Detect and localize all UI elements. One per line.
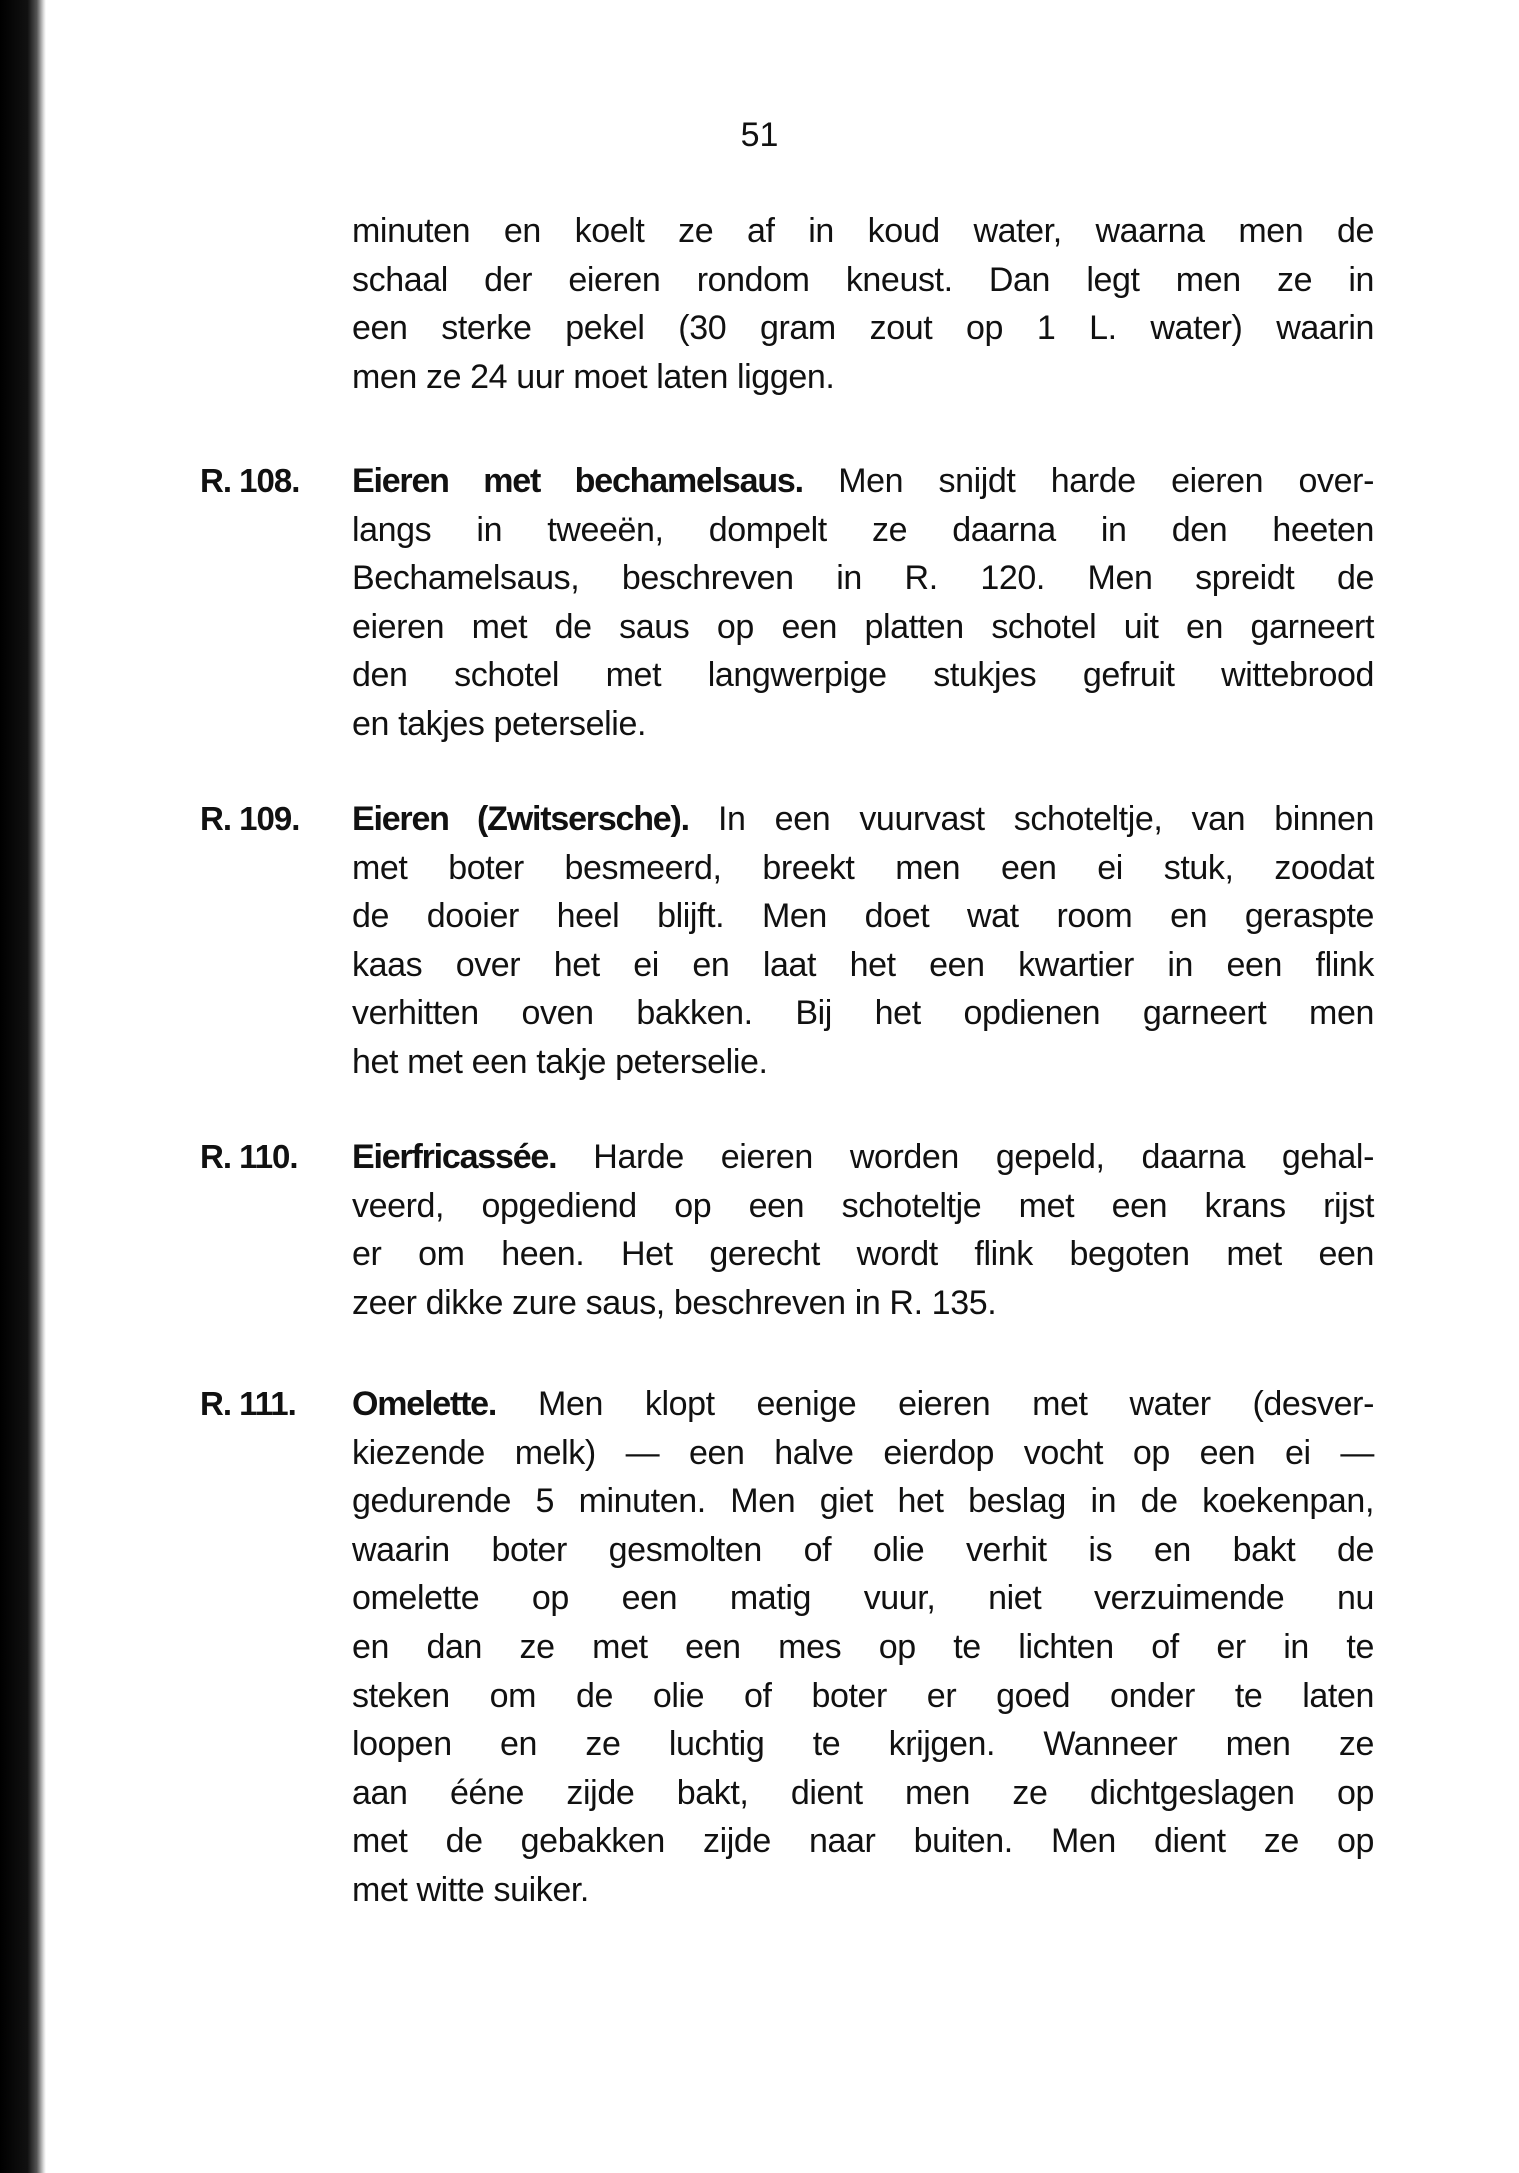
line-text: steken om de olie of boter er goed onder te laten (352, 1676, 1374, 1715)
text-line (352, 1429, 1374, 1478)
text-line (352, 1182, 1374, 1231)
line-text: loopen en ze luchtig te krijgen. Wanneer men ze (352, 1725, 1374, 1764)
line-text: kiezende melk) — een halve eierdop vocht op een ei — (352, 1433, 1374, 1472)
text-line (352, 1720, 1374, 1769)
text-line (352, 1817, 1374, 1866)
line-text: met de gebakken zijde naar buiten. Men dient ze op (352, 1822, 1374, 1861)
text-line (352, 256, 1374, 305)
text-line (352, 1672, 1374, 1721)
line-text: langs in tweeën, dompelt ze daarna in den heeten (352, 510, 1374, 549)
recipe-number: R. 108. (200, 462, 300, 499)
line-text: en dan ze met een mes op te lichten of er in te (352, 1627, 1374, 1666)
text-line (352, 892, 1374, 941)
line-text: veerd, opgediend op een schoteltje met een krans rijst (352, 1186, 1374, 1225)
line-text: kaas over het ei en laat het een kwartier in een flink (352, 945, 1374, 984)
line-text: met boter besmeerd, breekt men een ei stuk, zoodat (352, 848, 1374, 887)
line-text: In een vuurvast schoteltje, van binnen (688, 800, 1374, 838)
text-line (352, 795, 1374, 844)
text-line (352, 1380, 1374, 1429)
line-text: er om heen. Het gerecht wordt flink begoten met een (352, 1235, 1374, 1274)
text-line (352, 1574, 1374, 1623)
text-line (352, 700, 1374, 749)
line-text: aan ééne zijde bakt, dient men ze dichtgeslagen op (352, 1773, 1374, 1812)
text-line (352, 1279, 1374, 1328)
recipe-title: Omelette. (352, 1385, 497, 1423)
line-text: verhitten oven bakken. Bij het opdienen garneert men (352, 994, 1374, 1033)
text-line (352, 989, 1374, 1038)
text-line (352, 844, 1374, 893)
recipe-title: Eierfricassée. (352, 1138, 557, 1176)
line-text: Men klopt eenige eieren met water (desver- (496, 1385, 1374, 1423)
text-line (352, 1477, 1374, 1526)
text-line (352, 1623, 1374, 1672)
text-line (352, 554, 1374, 603)
line-text: Bechamelsaus, beschreven in R. 120. Men spreidt de (352, 559, 1374, 598)
line-text: het met een takje peterselie. (352, 1042, 768, 1081)
text-line (352, 1133, 1374, 1182)
recipe-title: Eieren (Zwitsersche). (352, 800, 689, 838)
text-line (352, 207, 1374, 256)
text-line (352, 603, 1374, 652)
line-text: met witte suiker. (352, 1870, 589, 1909)
book-spine-edge (0, 0, 46, 2173)
line-text: omelette op een matig vuur, niet verzuimende nu (352, 1579, 1374, 1618)
text-line (352, 1769, 1374, 1818)
recipe-number: R. 109. (200, 800, 300, 837)
text-line (352, 506, 1374, 555)
text-line (352, 353, 1374, 402)
line-text: de dooier heel blijft. Men doet wat room en geraspte (352, 897, 1374, 936)
text-line (352, 1526, 1374, 1575)
text-line (352, 1230, 1374, 1279)
line-text: schaal der eieren rondom kneust. Dan legt men ze in (352, 260, 1374, 299)
line-text: waarin boter gesmolten of olie verhit is en bakt de (352, 1530, 1374, 1569)
line-text: minuten en koelt ze af in koud water, waarna men de (352, 212, 1374, 250)
page-number: 51 (740, 116, 779, 154)
text-line (352, 304, 1374, 353)
text-line (352, 1038, 1374, 1087)
line-text: een sterke pekel (30 gram zout op 1 L. water) waarin (352, 309, 1374, 348)
line-text: gedurende 5 minuten. Men giet het beslag in de koekenpan, (352, 1482, 1374, 1521)
line-text: Harde eieren worden gepeld, daarna gehal- (556, 1138, 1374, 1176)
text-line (352, 941, 1374, 990)
line-text: den schotel met langwerpige stukjes gefruit wittebrood (352, 656, 1374, 695)
line-text: zeer dikke zure saus, beschreven in R. 135. (352, 1283, 997, 1322)
line-text: en takjes peterselie. (352, 704, 646, 743)
text-line (352, 457, 1374, 506)
line-text: eieren met de saus op een platten schotel uit en garneert (352, 607, 1374, 646)
line-text: men ze 24 uur moet laten liggen. (352, 357, 835, 396)
text-line (352, 651, 1374, 700)
line-text: Men snijdt harde eieren over- (802, 462, 1374, 500)
text-line (352, 1866, 1374, 1915)
recipe-number: R. 110. (200, 1138, 298, 1175)
recipe-title: Eieren met bechamelsaus. (352, 462, 803, 500)
recipe-number: R. 111. (200, 1385, 296, 1422)
